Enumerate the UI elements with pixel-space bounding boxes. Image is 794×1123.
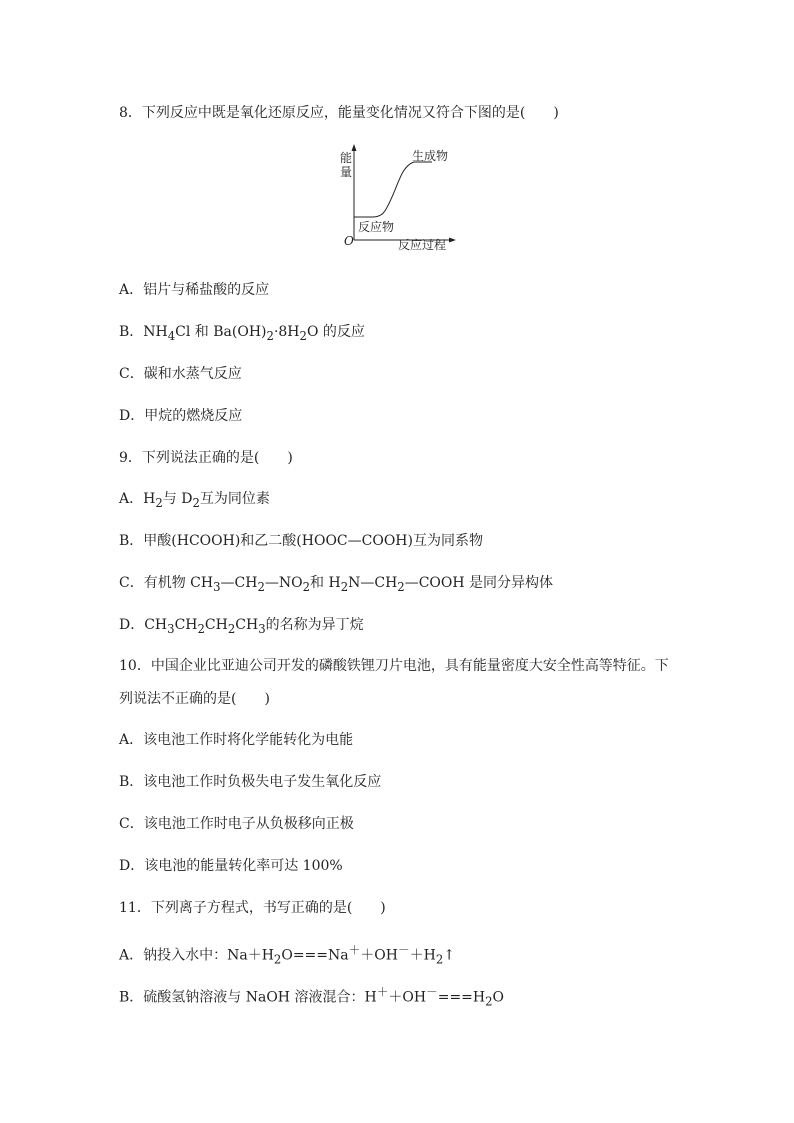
y-label-char-1: 能 bbox=[340, 151, 353, 165]
q10-option-d: D．该电池的能量转化率可达 100% bbox=[119, 858, 343, 874]
q8-option-c: C．碳和水蒸气反应 bbox=[119, 366, 242, 382]
q8-option-b: B．$NH_4Cl$ 和 $Ba(OH)_2\cdot 8H_2O$ 的反应 bbox=[119, 324, 365, 343]
q8-option-a: A．铝片与稀盐酸的反应 bbox=[119, 282, 270, 298]
energy-diagram bbox=[332, 142, 462, 257]
question-8-stem: 8．下列反应中既是氧化还原反应，能量变化情况又符合下图的是( ) bbox=[119, 105, 559, 121]
question-10-stem-line-2: 列说法不正确的是( ) bbox=[119, 691, 270, 707]
q8-option-d: D．甲烷的燃烧反应 bbox=[119, 408, 243, 424]
x-axis-arrow bbox=[449, 238, 456, 243]
y-axis-arrow bbox=[352, 144, 357, 151]
q10-option-c: C．该电池工作时电子从负极移向正极 bbox=[119, 816, 354, 832]
question-10-stem-line-1: 10．中国企业比亚迪公司开发的磷酸铁锂刀片电池，具有能量密度大安全性高等特征。下 bbox=[119, 658, 669, 674]
q10-option-a: A．该电池工作时将化学能转化为电能 bbox=[119, 732, 354, 748]
q9-option-a: A．$H_2$与 $D_2$互为同位素 bbox=[119, 491, 270, 510]
y-label-char-2: 量 bbox=[340, 165, 353, 179]
question-11-stem: 11．下列离子方程式，书写正确的是( ) bbox=[119, 900, 386, 916]
q11-option-a: A．钠投入水中：$Na+H_2O===Na^++OH^-+H_2↑$ bbox=[119, 943, 456, 967]
origin-label: O bbox=[344, 234, 354, 248]
q9-option-b: B．甲酸(HCOOH)和乙二酸(HOOC—COOH)互为同系物 bbox=[119, 533, 483, 549]
question-9-stem: 9．下列说法正确的是( ) bbox=[119, 450, 293, 466]
reactants-label: 反应物 bbox=[358, 220, 395, 234]
q9-option-c: C．有机物 $CH_3—CH_2—NO_2$和 $H_2N—CH_2—COOH$ 是同分异构体 bbox=[119, 575, 554, 594]
energy-curve bbox=[354, 162, 432, 217]
products-label: 生成物 bbox=[412, 149, 449, 163]
q9-option-d: D．$CH_3CH_2CH_2CH_3$的名称为异丁烷 bbox=[119, 617, 364, 636]
x-axis-label: 反应过程 bbox=[398, 238, 447, 252]
q10-option-b: B．该电池工作时负极失电子发生氧化反应 bbox=[119, 774, 382, 790]
q11-option-b: B．硫酸氢钠溶液与 NaOH 溶液混合：$H^++OH^-===H_2O$ bbox=[119, 985, 505, 1009]
